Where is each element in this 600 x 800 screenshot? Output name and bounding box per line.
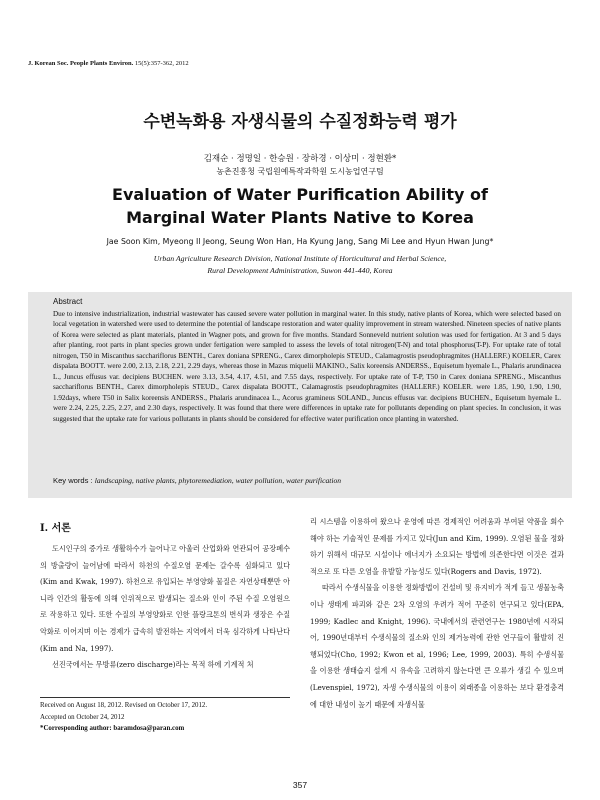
body-paragraph: 도시인구의 증가로 생활하수가 늘어나고 아울러 산업화와 연관되어 공장폐수의 방출량이 늘어남에 따라서 하천의 수질오염 문제는 갈수록 심화되고 있다(Kim and Kwak, 1997). 하천으로 유입되는 부영양화 물질은 자연상태뿐만 아니라 인간의 활동에 의해 인위적으로 발생되는 질소와 인이 주된 수질 오염원으로 작용하고 있다. 또한 수질의 부영양화로 인한 플랑크톤의 번식과 생장은 수질악화로 이어지며 이는 경제가 급속히 발전하는 지역에서 더욱 심각하게 나타난다(Kim and Na, 1997). bbox=[40, 544, 290, 653]
authors-english: Jae Soon Kim, Myeong Il Jeong, Seung Won Han, Ha Kyung Jang, Sang Mi Lee and Hyun Hwan Jung* bbox=[106, 237, 494, 246]
section-heading: Ⅰ. 서론 bbox=[40, 523, 71, 534]
footnote-corresponding: *Corresponding author: baramdosa@paran.com bbox=[40, 725, 185, 732]
body-paragraph: 선진국에서는 무방류(zero discharge)라는 목적 하에 기계적 처 bbox=[52, 660, 254, 670]
affiliation-english bbox=[0, 253, 600, 277]
keywords bbox=[53, 476, 563, 485]
abstract-heading: Abstract bbox=[53, 297, 83, 306]
keywords-value: landscaping, native plants, phytoremediation, water pollution, water purification bbox=[94, 476, 342, 485]
affiliation-korean: 농촌진흥청 국립원예특작과학원 도시농업연구팀 bbox=[216, 167, 384, 176]
abstract-text: Due to intensive industrialization, industrial wastewater has caused severe water pollution in marginal water. In this study, native plants of Korea, which were selected based on local vegetation in watershed were used to determine the potential of landscape restoration and water quality improvement in stream watershed. Nineteen species of native plants of Korea were selected as plant materials, planted in Wagner pots, and grown for five months. Standard Sonneveld nutrient solution was used for fertigation. At 3 and 5 days after planting, root parts in plant species grown under fertigation were sampled to assess the levels of total nitrogen(T-N) and total phosphorus(T-P). For uptake rate of total nitrogen, T50 in Miscanthus sacchariflorus BENTH., Carex doniana SPRENG., Carex dimorpholepis STEUD., Calamagrostis pseudophragmites (HALLERF.) KOELER, Carex dispalata BOOTT. were 2.00, 2.13, 2.18, 2.21, 2.29 days, whereas those in Mazus miquelii MAKINO., Salix koreensis ANDERSS., Equisetum hyemale L., Phalaris arundinacea L., Juncus effusus var. decipiens BUCHEN. were 3.13, 3.54, 4.17, 4.51, and 7.55 days, respectively. For uptake rate of T-P, T50 in Carex doniana SPRENG., Miscanthus sacchariflorus BENTH., Carex dimorpholepis STEUD., Carex dispalata BOOTT., Calamagrostis pseudophragmites (HALLERF.) KOELER. were 1.85, 1.90, 1.90, 1.90, 1.92days, where T50 in Salix koreensis ANDERSS., Phalaris arundinacea L., Acorus gramineus SOLAND., Juncus effusus var. decipiens BUCHEN., Equisetum hyemale L. were 2.24, 2.25, 2.25, 2.27, and 2.30 days, respectively. It was found that there were differences in uptake rate for pollutants depending on plant species. In conclusion, it was suggested that the uptake rate for various pollutants in plants should be considered for effective water purification once planting in watershed. bbox=[53, 310, 561, 423]
journal-name: J. Korean Soc. People Plants Environ. bbox=[28, 60, 134, 67]
title-korean: 수변녹화용 자생식물의 수질정화능력 평가 bbox=[143, 112, 457, 132]
body-right-column bbox=[310, 514, 564, 713]
page-number: 357 bbox=[292, 780, 308, 790]
affiliation-english-line1: Urban Agriculture Research Division, National Institute of Horticultural and Herbal Science, bbox=[153, 254, 447, 263]
footnote-received: Received on August 18, 2012. Revised on October 17, 2012. bbox=[40, 702, 208, 709]
body-paragraph: 따라서 수생식물을 이용한 정화방법이 건설비 및 유지비가 적게 들고 생물농축이나 생태계 파괴와 같은 2차 오염의 우려가 적어 꾸준히 연구되고 있다(EPA, 1999; Kadlec and Knight, 1996). 국내에서의 관련연구는 1980년에 시작되어, 1990년대부터 수생식물의 질소와 인의 제거능력에 관한 연구들이 활발히 진행되었다(Cho, 1992; Kwon et al, 1996; Lee, 1999, 2003). 특히 수생식물을 이용한 생태습지 설계 시 유속을 고려하지 않는다면 큰 오류가 생길 수 있으며(Levenspiel, 1972), 자생 수생식물의 이용이 외래종을 이용하는 보다 환경충격에 대한 내성이 높기 때문에 자생식물 bbox=[310, 583, 564, 709]
authors-korean: 김재순 · 정명일 · 한승원 · 장하경 · 이상미 · 정현환* bbox=[203, 154, 397, 164]
footnote-rule bbox=[40, 697, 290, 698]
journal-issue: 15(5):357-362, 2012 bbox=[133, 60, 189, 67]
body-left-column bbox=[40, 541, 290, 674]
title-english bbox=[0, 183, 600, 229]
title-english-line1: Evaluation of Water Purification Ability of bbox=[112, 185, 488, 204]
keywords-label: Key words : bbox=[53, 476, 95, 485]
footnotes bbox=[40, 700, 290, 735]
title-english-line2: Marginal Water Plants Native to Korea bbox=[126, 208, 474, 227]
body-paragraph: 리 시스템을 이용하여 왔으나 운영에 따른 경제적인 어려움과 부여된 약품을 회수해야 하는 기술적인 문제를 가지고 있다(Jun and Kim, 1999). 오염된 물을 정화하기 위해서 대규모 시설이나 에너지가 소요되는 방법에 의존한다면 이것은 결과적으로 또 다른 오염을 유발할 가능성도 있다(Rogers and Davis, 1972). bbox=[310, 517, 564, 576]
affiliation-english-line2: Rural Development Administration, Suwon 441-440, Korea bbox=[207, 266, 393, 275]
footnote-accepted: Accepted on October 24, 2012 bbox=[40, 713, 125, 721]
journal-citation bbox=[28, 60, 189, 67]
